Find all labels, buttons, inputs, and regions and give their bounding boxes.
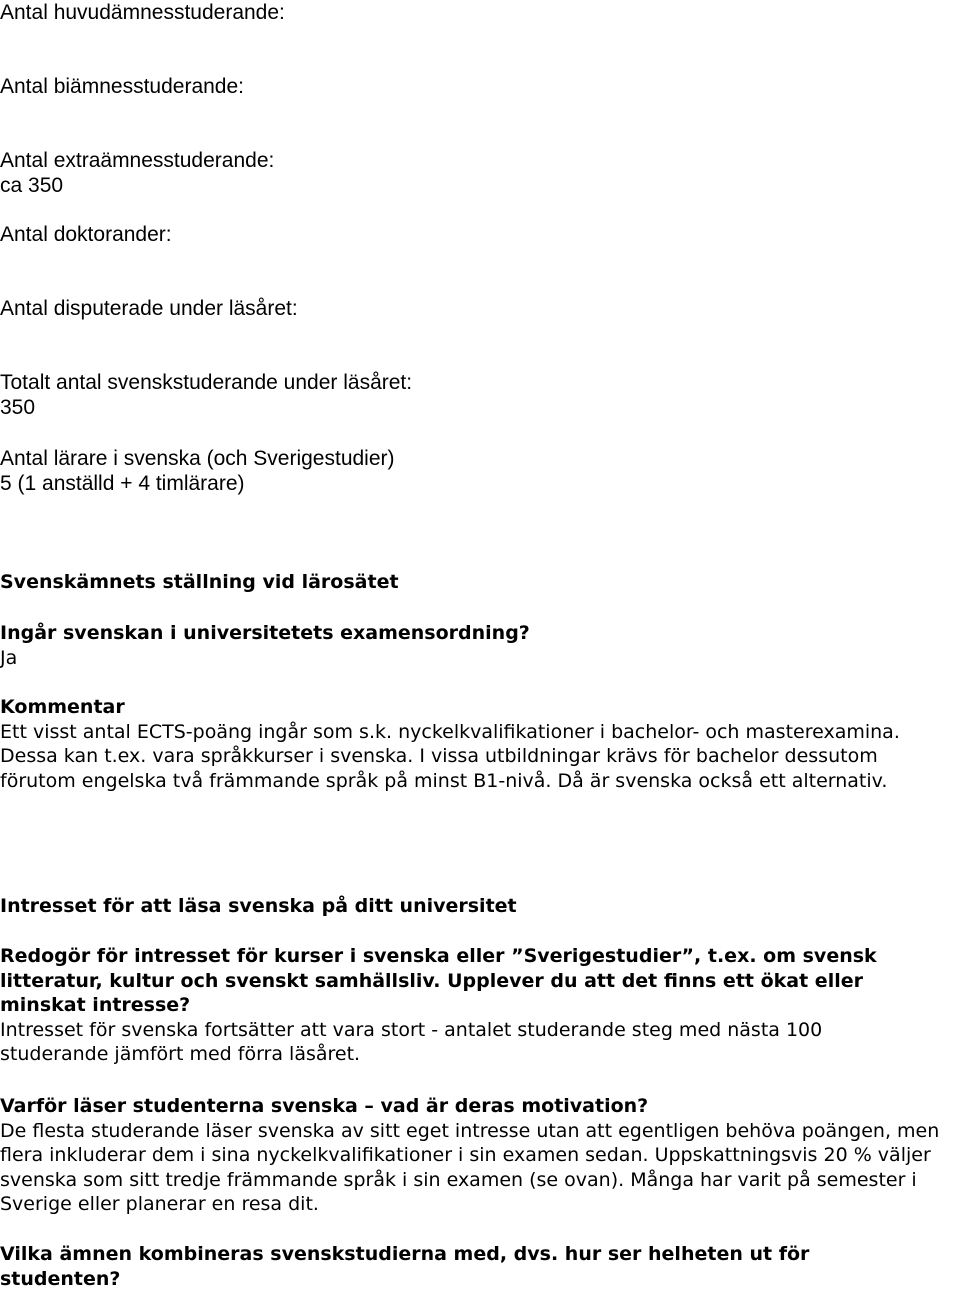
stat-extraamne [0,148,960,198]
stat-totalt-value: 350 [0,396,36,419]
section1-question: Ingår svenskan i universitetets examensordning? [0,622,530,644]
stat-totalt-label: Totalt antal svenskstuderande under läsåret: [0,371,413,394]
section2-q1: Redogör för intresset för kurser i svenska eller ”Sverigestudier”, t.ex. om svensk litteratur, kultur och svenskt samhällsliv. Upplever du att det finns ett ökat eller minskat intresse? [0,945,877,1016]
stat-larare-value: 5 (1 anställd + 4 timlärare) [0,472,245,495]
section2-q1-block [0,944,960,1067]
section1-heading-text: Svenskämnets ställning vid lärosätet [0,571,399,593]
stat-totalt [0,370,960,420]
section1-comment-heading: Kommentar [0,696,125,718]
section2-q3-block [0,1242,960,1290]
section2-a1: Intresset för svenska fortsätter att vara stort - antalet studerande steg med nästa 100 studerande jämfört med förra läsåret. [0,1018,823,1065]
stat-biamne [0,74,960,99]
section1-comment-text: Ett visst antal ECTS-poäng ingår som s.k. nyckelkvalifikationer i bachelor- och masterexamina. Dessa kan t.ex. vara språkkurser i svenska. I vissa utbildningar krävs för bachelor dessutom förutom engelska två främmande språk på minst B1-nivå. Då är svenska också ett alternativ. [0,720,900,792]
section2-heading-text: Intresset för att läsa svenska på ditt universitet [0,895,517,917]
stat-biamne-label: Antal biämnesstuderande: [0,75,244,98]
section1-heading [0,570,960,595]
stat-extraamne-value: ca 350 [0,174,64,197]
section1-question-block [0,621,960,670]
stat-doktorander [0,222,960,247]
stat-disputerade-label: Antal disputerade under läsåret: [0,297,298,320]
section1-answer: Ja [0,646,18,669]
section2-a2: De flesta studerande läser svenska av sitt eget intresse utan att egentligen behöva poängen, men flera inkluderar dem i sina nyckelkvalifikationer i sin examen sedan. Uppskattningsvis 20 % väljer svenska som sitt tredje främmande språk i sin examen (se ovan). Många har varit på semester i Sverige eller planerar en resa dit. [0,1119,940,1215]
stat-doktorander-label: Antal doktorander: [0,223,172,246]
stat-larare [0,446,960,496]
section2-heading [0,894,960,919]
stat-disputerade [0,296,960,321]
section2-q2: Varför läser studenterna svenska – vad är deras motivation? [0,1095,649,1117]
stat-huvudamne-label: Antal huvudämnesstuderande: [0,1,285,24]
stat-larare-label: Antal lärare i svenska (och Sverigestudier) [0,447,395,470]
stat-extraamne-label: Antal extraämnesstuderande: [0,149,275,172]
section2-q2-block [0,1094,960,1217]
section1-comment-block [0,695,960,793]
stat-huvudamne [0,0,960,25]
section2-q3: Vilka ämnen kombineras svenskstudierna med, dvs. hur ser helheten ut för studenten? [0,1243,810,1290]
